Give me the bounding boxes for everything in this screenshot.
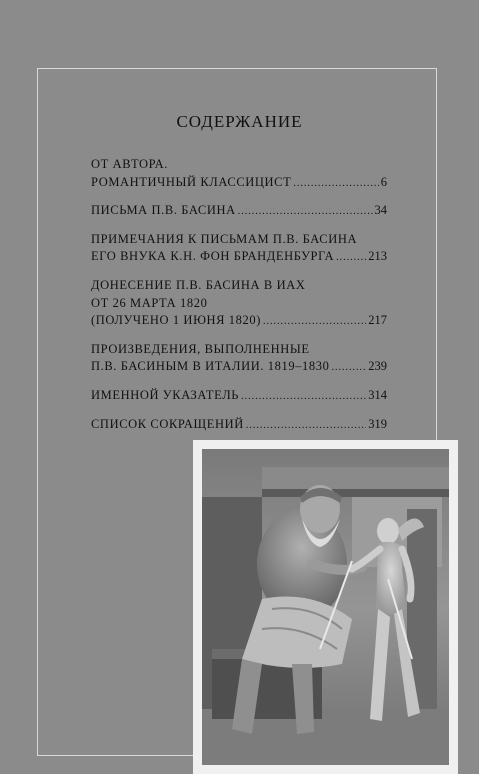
toc-entry-line: ДОНЕСЕНИЕ П.В. БАСИНА В ИАХ	[91, 277, 306, 292]
leader-dots	[331, 359, 366, 377]
toc-page-number: 6	[380, 174, 387, 189]
toc-entry-line: ОТ 26 МАРТА 1820	[91, 295, 208, 310]
toc-entry-line: РОМАНТИЧНЫЙ КЛАССИЦИСТ	[91, 174, 292, 189]
toc-entry-line: ЕГО ВНУКА К.Н. ФОН БРАНДЕНБУРГА	[91, 249, 335, 264]
toc-entry[interactable]	[91, 231, 387, 267]
toc-entry[interactable]	[91, 416, 387, 435]
toc-entry-line: ИМЕННОЙ УКАЗАТЕЛЬ	[91, 387, 240, 402]
toc-entry[interactable]	[91, 156, 387, 192]
engraving-illustration	[193, 440, 458, 774]
table-of-contents	[91, 156, 387, 444]
toc-page-number: 314	[368, 387, 387, 402]
leader-dots	[293, 175, 378, 193]
toc-entry-line: ОТ АВТОРА.	[91, 157, 168, 171]
toc-entry[interactable]	[91, 341, 387, 377]
toc-entry-line: ПРОИЗВЕДЕНИЯ, ВЫПОЛНЕННЫЕ	[91, 341, 310, 356]
leader-dots	[336, 249, 366, 267]
toc-entry[interactable]	[91, 277, 387, 331]
toc-entry-line: ПРИМЕЧАНИЯ К ПИСЬМАМ П.В. БАСИНА	[91, 231, 358, 246]
engraving-image	[202, 449, 449, 765]
toc-title: СОДЕРЖАНИЕ	[176, 112, 303, 131]
toc-entry-line: П.В. БАСИНЫМ В ИТАЛИИ. 1819–1830	[91, 359, 330, 374]
toc-page-number: 213	[368, 249, 387, 264]
leader-dots	[241, 388, 366, 406]
toc-entry-line: (ПОЛУЧЕНО 1 ИЮНЯ 1820)	[91, 313, 261, 328]
leader-dots	[263, 313, 366, 331]
toc-page-number: 239	[368, 359, 387, 374]
toc-entry-line: СПИСОК СОКРАЩЕНИЙ	[91, 416, 244, 431]
toc-entry[interactable]	[91, 387, 387, 406]
toc-page-number: 217	[368, 313, 387, 328]
toc-page-number: 34	[374, 203, 387, 218]
toc-entry-line: ПИСЬМА П.В. БАСИНА	[91, 203, 236, 218]
leader-dots	[238, 203, 373, 221]
leader-dots	[246, 417, 366, 435]
toc-entry[interactable]	[91, 202, 387, 221]
toc-page-number: 319	[368, 416, 387, 431]
